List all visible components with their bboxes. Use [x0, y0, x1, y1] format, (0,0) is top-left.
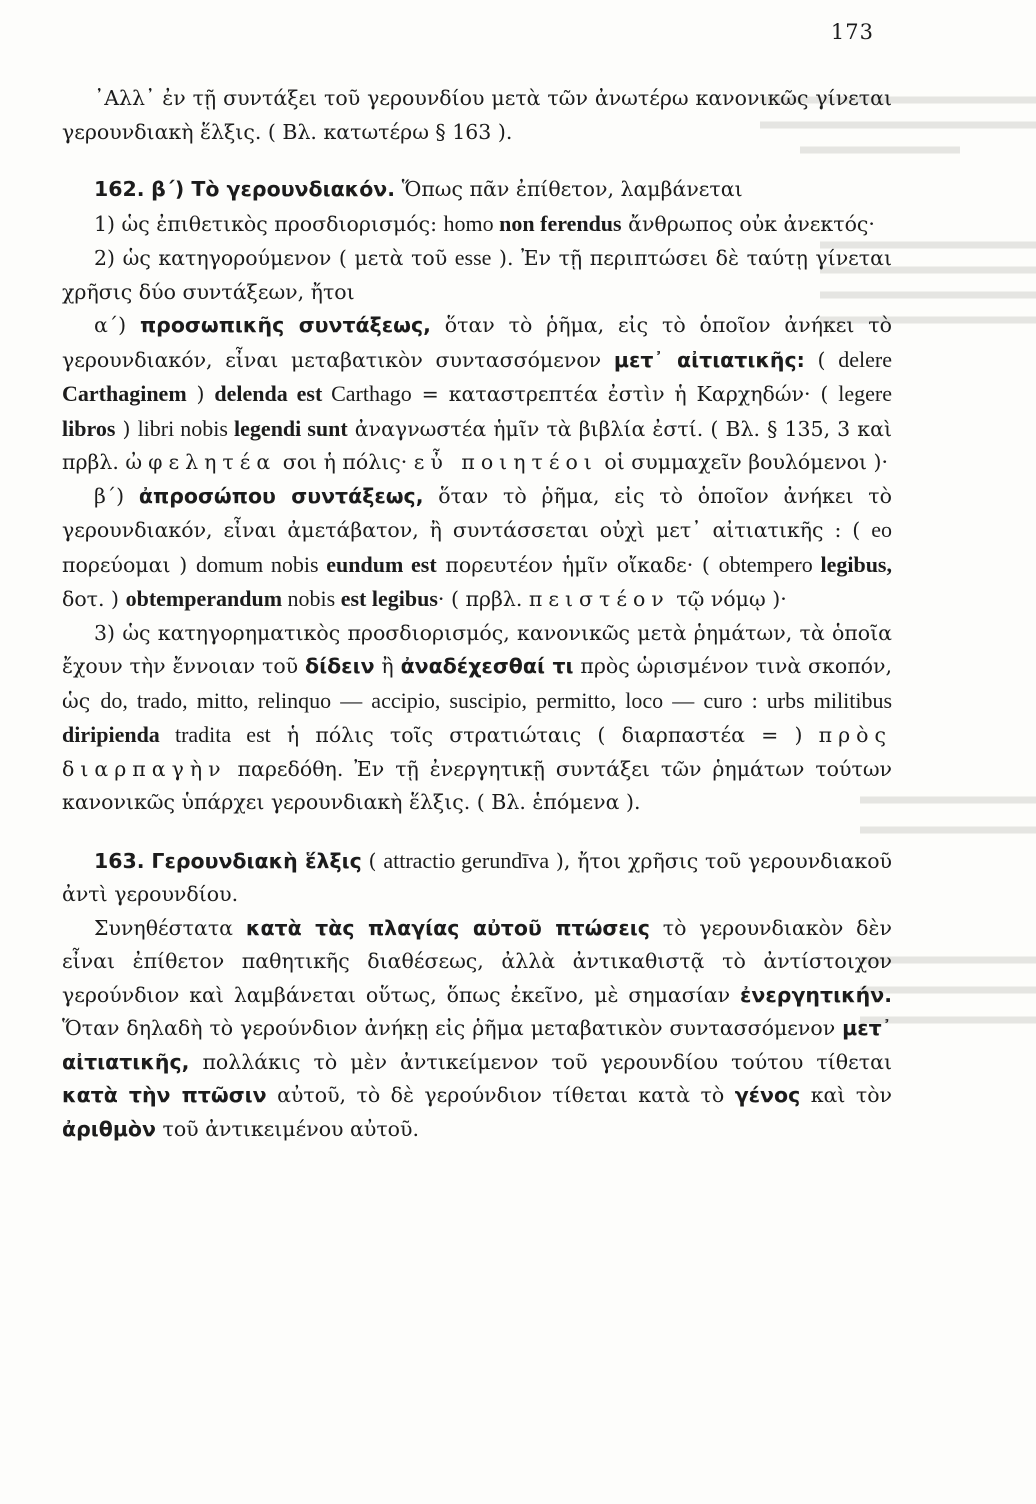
item-2: 2) ὡς κατηγορούμενον ( μετὰ τοῦ esse ). Ἐν τῇ περιπτώσει δὲ ταύτῃ γίνεται χρῆσις δύο συντάξεων, ἤτοι — [62, 245, 893, 304]
item-3: 3) ὡς κατηγορηματικὸς προσδιορισμός, κανονικῶς μετὰ ῥημάτων, τὰ ὁποῖα ἔχουν τὴν ἔννοιαν τοῦ δίδειν ἢ ἀναδέχεσθαί τι πρὸς ὡρισμένον τινὰ σκοπόν, ὡς do, trado, mitto, relinquo — accipio, suscipio, permitto, loco — curo : urbs militibus diripienda tradita est ἡ πόλις τοῖς στρατιώταις ( διαρπαστέα = ) πρὸς διαρπαγὴν παρεδόθη. Ἐν τῇ ἐνεργητικῇ συντάξει τῶν ῥημάτων τούτων κανονικῶς ὑπάρχει γερουνδιακὴ ἕλξις. ( Βλ. ἑπόμενα ). — [62, 620, 893, 814]
section-title: β΄) Τὸ γερουνδιακόν. — [151, 177, 396, 201]
section-number: 163. — [94, 848, 145, 873]
paragraph-163-body: Συνηθέστατα κατὰ τὰς πλαγίας αὐτοῦ πτώσεις τὸ γερουνδιακὸν δὲν εἶναι ἐπίθετον παθητικῆς διαθέσεως, ἀλλὰ ἀντικαθιστᾷ τὸ ἀντίστοιχον γερούνδιον καὶ λαμβάνεται οὕτως, ὅπως ἐκεῖνο, μὲ σημασίαν ἐνεργητικήν. Ὅταν δηλαδὴ τὸ γερούνδιον ἀνήκῃ εἰς ῥῆμα μεταβατικὸν συντασσόμενον μετ᾽ αἰτιατικῆς, πολλάκις τὸ μὲν ἀντικείμενον τοῦ γερουνδίου τούτου τίθεται κατὰ τὴν πτῶσιν αὐτοῦ, τὸ δὲ γερούνδιον τίθεται κατὰ τὸ γένος καὶ τὸν ἀριθμὸν τοῦ ἀντικειμένου αὐτοῦ. — [62, 915, 893, 1141]
section-163-heading: 163. Γερουνδιακὴ ἕλξις ( attractio gerundīva ), ἤτοι χρῆσις τοῦ γερουνδιακοῦ ἀντὶ γερουνδίου. — [62, 847, 892, 906]
item-2a: α΄) προσωπικῆς συντάξεως, ὅταν τὸ ῥῆμα, εἰς τὸ ὁποῖον ἀνήκει τὸ γερουνδιακόν, εἶναι μεταβατικὸν συντασσόμενον μετ᾽ αἰτιατικῆς: ( delere Carthaginem ) delenda est Carthago = καταστρεπτέα ἐστὶν ἡ Καρχηδών· ( legere libros ) libri nobis legendi sunt ἀναγνωστέα ἡμῖν τὰ βιβλία ἐστί. ( Βλ. § 135, 3 καὶ πρβλ. ὠφελητέα σοι ἡ πόλις· εὖ ποιητέοι οἱ συμμαχεῖν βουλόμενοι )· — [62, 313, 893, 474]
section-number: 162. — [94, 177, 145, 201]
item-1: 1) ὡς ἐπιθετικὸς προσδιορισμός: homo non ferendus ἄνθρωπος οὐκ ἀνεκτός· — [94, 210, 875, 236]
page-body — [62, 82, 892, 1146]
item-2b: β΄) ἀπροσώπου συντάξεως, ὅταν τὸ ῥῆμα, εἰς τὸ ὁποῖον ἀνήκει τὸ γερουνδιακόν, εἶναι ἀμετάβατον, ἢ συντάσσεται οὐχὶ μετ᾽ αἰτιατικῆς : ( eo πορεύομαι ) domum nobis eundum est πορευτέον ἡμῖν οἴκαδε· ( obtempero legibus, δοτ. ) obtemperandum nobis est legibus· ( πρβλ. πειστέον τῷ νόμῳ )· — [62, 483, 892, 611]
paragraph-intro: ᾽Αλλ᾽ ἐν τῇ συντάξει τοῦ γερουνδίου μετὰ τῶν ἀνωτέρω κανονικῶς γίνεται γερουνδιακὴ ἕλξις. ( Βλ. κατωτέρω § 163 ). — [62, 86, 892, 144]
section-title: Γερουνδιακὴ ἕλξις — [151, 848, 362, 873]
section-162-heading: 162. β΄) Τὸ γερουνδιακόν. Ὅπως πᾶν ἐπίθετον, λαμβάνεται — [94, 177, 743, 201]
page-number: 173 — [830, 20, 874, 44]
